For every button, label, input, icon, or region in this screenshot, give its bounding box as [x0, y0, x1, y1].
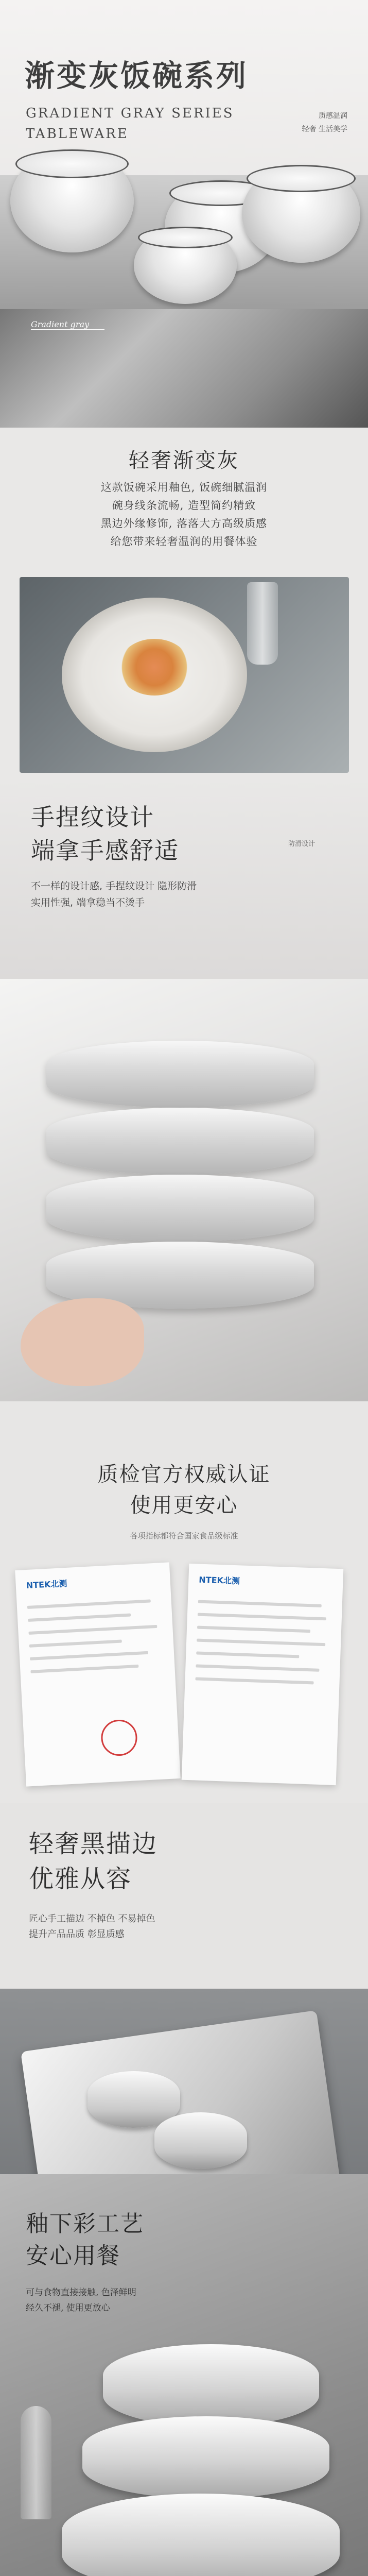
english-title-line2: TABLEWARE [26, 126, 129, 142]
intro-line: 黑边外缘修饰, 落落大方高级质感 [100, 517, 268, 530]
banner-label: Gradient gray [31, 319, 104, 330]
certificate-document [15, 1562, 181, 1786]
quality-heading-line1: 质检官方权威认证 [97, 1463, 271, 1486]
intro-section [0, 309, 368, 979]
wine-glass [247, 582, 278, 665]
glaze-text-line2: 经久不褪, 使用更放心 [26, 2303, 110, 2313]
quality-heading-line2: 使用更安心 [130, 1494, 238, 1517]
stacked-bowl [46, 1108, 314, 1175]
stacked-bowl [46, 1175, 314, 1242]
side-note-line1: 质感温润 [319, 112, 347, 120]
header-section [0, 0, 368, 309]
glaze-heading-line2: 安心用餐 [26, 2243, 120, 2269]
hero-bowl [134, 227, 237, 304]
stacked-bowl [46, 1041, 314, 1108]
glaze-text-line1: 可与食物直接接触, 色泽鲜明 [26, 2287, 136, 2298]
quality-section [0, 979, 368, 1803]
edge-text-line2: 提升产品品质 彰显质感 [29, 1929, 125, 1940]
pasta-dish [118, 639, 190, 696]
hero-bowl [10, 149, 134, 252]
grip-text-line1: 不一样的设计感, 手捏纹设计 隐形防滑 [31, 880, 197, 892]
stacked-bowls [82, 2416, 329, 2499]
intro-line: 碗身线条流畅, 造型简约精致 [112, 499, 256, 512]
edge-heading-line2: 优雅从容 [29, 1865, 132, 1893]
grip-text-line2: 实用性强, 端拿稳当不烫手 [31, 897, 145, 908]
edge-heading-line1: 轻奢黑描边 [29, 1829, 158, 1858]
intro-heading: 轻奢渐变灰 [129, 449, 239, 472]
edge-text-line1: 匠心手工描边 不掉色 不易掉色 [29, 1913, 155, 1924]
bowl-on-plate [154, 2112, 247, 2169]
certificate-logo: NTEK北测 [199, 1574, 240, 1586]
stacked-bowls [103, 2344, 319, 2427]
grip-tag: 防滑设计 [288, 840, 316, 848]
page-title: 渐变灰饭碗系列 [25, 58, 249, 93]
intro-line: 给您带来轻奢温润的用餐体验 [110, 535, 258, 548]
wine-glass [21, 2406, 51, 2519]
quality-subtext: 各项指标都符合国家食品级标准 [130, 1531, 238, 1540]
certificate-stamp-icon [100, 1719, 138, 1757]
grip-heading-line1: 手捏纹设计 [31, 803, 154, 831]
english-title-line1: GRADIENT GRAY SERIES [26, 106, 234, 121]
certificate-document [182, 1564, 343, 1785]
glaze-section [0, 2174, 368, 2576]
hero-bowl [242, 165, 360, 263]
intro-line: 这款饭碗采用釉色, 饭碗细腻温润 [100, 481, 268, 494]
side-note-line2: 轻奢 生活美学 [302, 125, 347, 133]
grip-heading-line2: 端拿手感舒适 [31, 837, 179, 865]
certificate-logo: NTEK北测 [26, 1578, 67, 1591]
glaze-heading-line1: 釉下彩工艺 [26, 2211, 144, 2237]
stacked-plate [62, 2494, 340, 2576]
